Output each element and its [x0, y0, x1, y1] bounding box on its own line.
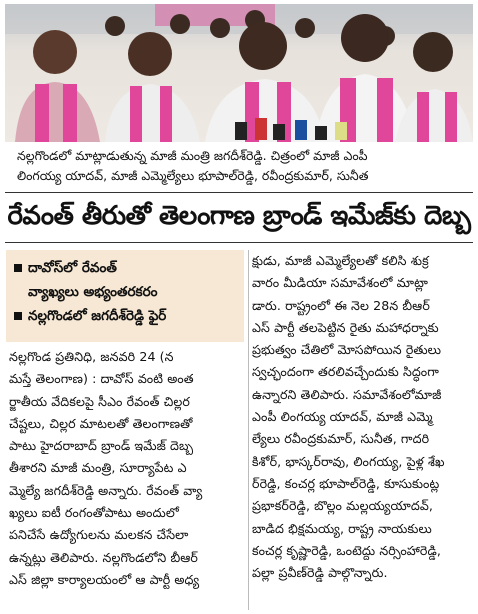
- body-line: చేష్టలు, చిల్లర మాటలతో తెలంగాణతో: [9, 415, 193, 431]
- body-line: డారు. రాష్ట్రంలో ఈ నెల 28న బీఆర్: [252, 297, 430, 313]
- press-meet-photo: [5, 4, 473, 142]
- highlight-item: [14, 304, 238, 328]
- body-line: ఖ్యలు ఐటీ రంగంతోపాటు అందులో: [9, 505, 179, 521]
- body-line: ర్జాతీయ వేదికలపై సీఎం రేవంత్ చిల్లర: [9, 393, 190, 409]
- body-line: కంచర్ల కృష్ణారెడ్డి, ఒంటెద్దు నర్సింహారెడ్డి,: [252, 542, 442, 558]
- caption-line-1: నల్లగొండలో మాట్లాడుతున్న మాజీ మంత్రి జగదీశ్‌రెడ్డి. చిత్రంలో మాజీ ఎంపీ: [17, 148, 368, 163]
- body-line: ఉన్నట్లు తెలిపారు. నల్లగొండలోని బీఆర్: [9, 549, 198, 565]
- bullet-square-icon: [14, 264, 22, 272]
- caption-line-2: లింగయ్య యాదవ్, మాజీ ఎమ్మెల్యేలు భూపాల్‌రెడ్డి, రవీంద్రకుమార్, సునీత: [17, 168, 369, 183]
- divider-top: [5, 192, 473, 193]
- highlight-text-1: దావోస్‌లో రేవంత్: [28, 260, 117, 276]
- article-column-right: [252, 250, 472, 584]
- body-line: ర్‌రెడ్డి, కంచర్ల భూపాల్‌రెడ్డి, కూసుకుంట్ల: [252, 475, 440, 491]
- divider-bottom: [5, 242, 473, 243]
- body-line: క్షుడు, మాజీ ఎమ్మెల్యేలతో కలిసి శుక్ర: [252, 253, 429, 268]
- body-line: ప్రభుత్వం చేతిలో మోసపోయిన రైతులు: [252, 342, 442, 358]
- body-line: వారం మీడియా సమావేశంలో మాట్లా: [252, 275, 429, 291]
- highlight-item: [14, 256, 238, 280]
- article-column-left: [9, 346, 245, 591]
- body-line: పాటు హైదరాబాద్ బ్రాండ్ ఇమేజ్ దెబ్బ: [9, 438, 194, 454]
- headline: రేవంత్ తీరుతో తెలంగాణ బ్రాండ్ ఇమేజ్‌కు దెబ్బ: [7, 201, 471, 231]
- body-line: ఎస్ జిల్లా కార్యాలయంలో ఆ పార్టీ అధ్య: [9, 571, 200, 587]
- highlight-text-2: వ్యాఖ్యలు అభ్యంతరకరం: [28, 284, 158, 300]
- body-line: ప్రభాకర్‌రెడ్డి, బొల్లం మల్లయ్యయాదవ్,: [252, 498, 434, 514]
- body-line: పల్లా ప్రవీణ్‌రెడ్డి పాల్గొన్నారు.: [252, 565, 388, 581]
- body-line: ఎంపీ లింగయ్య యాదవ్, మాజీ ఎమ్మె: [252, 409, 433, 425]
- body-line: కిశోర్, భాస్కర్‌రావు, లింగయ్య, పైళ్ల శేఖ: [252, 453, 445, 469]
- body-line: మస్తే తెలంగాణ) : దావోస్ వంటి అంత: [9, 371, 194, 387]
- body-line: మ్మెల్యే జగదీశ్‌రెడ్డి అన్నారు. రేవంత్ వ్యా: [9, 482, 203, 498]
- body-line: స్వచ్ఛందంగా తరలివచ్చేందుకు సిద్ధంగా: [252, 364, 439, 380]
- body-line: పనిచేసే ఉద్యోగులను మలకన చేసేలా: [9, 527, 189, 543]
- body-line: ఎస్ పార్టీ తలపెట్టిన రైతు మహాధర్నాకు: [252, 319, 439, 335]
- body-line: నల్లగొండ ప్రతినిధి, జనవరి 24 (న: [9, 349, 174, 364]
- highlights-box: [6, 250, 244, 342]
- body-line: తీశారని మాజీ మంత్రి, సూర్యాపేట ఎ: [9, 460, 187, 476]
- highlight-item: [14, 280, 238, 304]
- bullet-square-icon: [14, 312, 22, 320]
- body-line: ల్యేలు రవీంద్రకుమార్, సునీత, గాదరి: [252, 431, 430, 447]
- body-line: బాడిద భిక్షమయ్య, రాష్ట్ర నాయకులు: [252, 520, 432, 536]
- column-divider: [248, 250, 249, 610]
- body-line: ఉన్నారని తెలిపారు. సమావేశంలోమాజీ: [252, 386, 442, 402]
- photo-caption: [5, 146, 473, 186]
- press-meet-photo-illustration: [5, 4, 473, 142]
- highlight-text-3: నల్లగొండలో జగదీశ్‌రెడ్డి ఫైర్: [28, 308, 167, 324]
